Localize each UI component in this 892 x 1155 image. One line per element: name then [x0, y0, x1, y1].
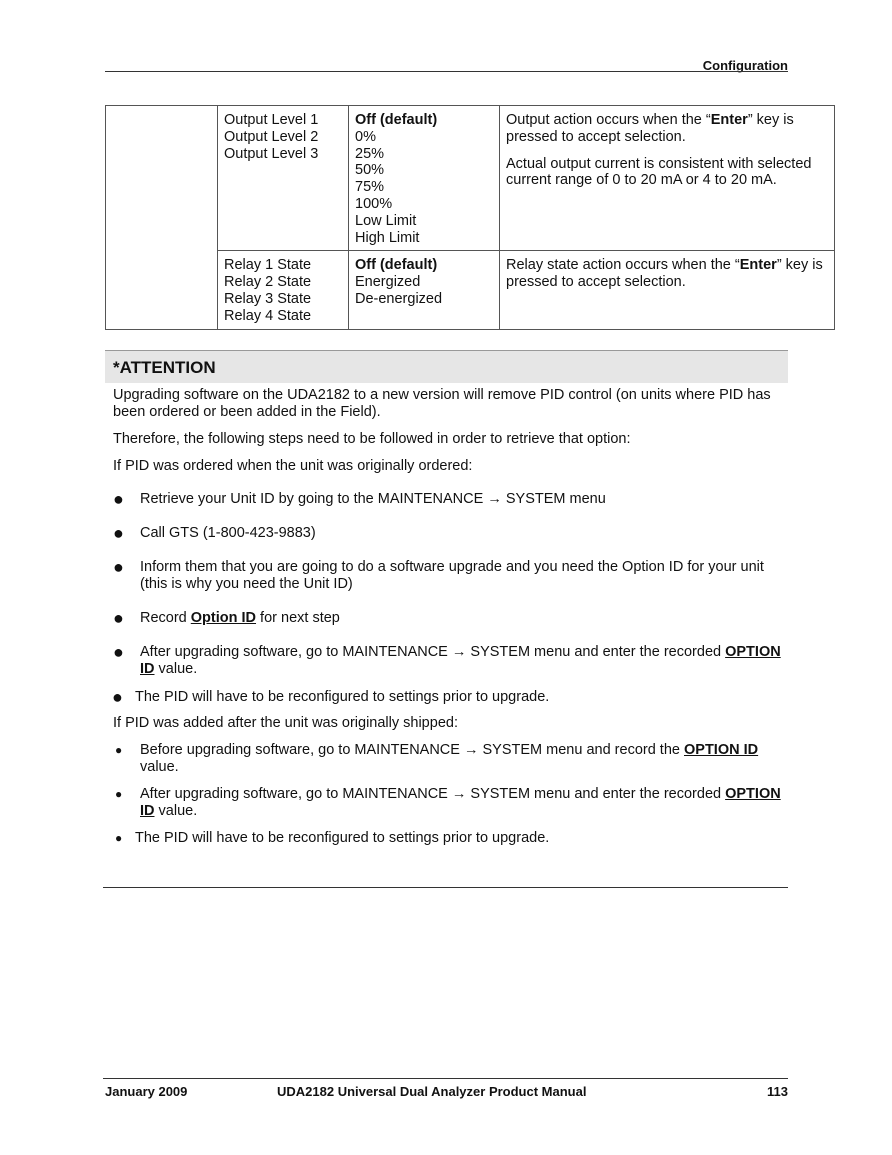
parameter-name: Relay 4 State [224, 307, 312, 324]
list-item: ● The PID will have to be reconfigured to settings prior to upgrade. [115, 830, 550, 846]
description-text: Actual output current is consistent with selected current range of 0 to 20 mA or 4 to 20 mA. [506, 155, 812, 189]
bullet-icon: ● [115, 743, 123, 757]
parameter-cell [218, 251, 349, 329]
list-item: ● After upgrading software, go to MAINTENANCE → SYSTEM menu and enter the recorded OPTION ID value. [115, 786, 781, 819]
page-number: 113 [767, 1084, 788, 1099]
bullet-icon: ● [115, 787, 123, 801]
list-item: ● Call GTS (1-800-423-9883) [113, 523, 316, 543]
bullet-icon: ● [113, 557, 124, 577]
parameter-name: Output Level 2 [224, 128, 319, 145]
description-cell [500, 251, 835, 329]
list-item: ● Retrieve your Unit ID by going to the MAINTENANCE → SYSTEM menu [113, 489, 606, 509]
list-item: ● Record Option ID for next step [113, 608, 340, 628]
enter-key-label: Enter [739, 257, 777, 274]
footer-date: January 2009 [105, 1084, 188, 1099]
footer-rule [103, 1078, 788, 1079]
parameter-name: Output Level 1 [224, 112, 319, 128]
option: 0% [355, 128, 376, 145]
footer-title: UDA2182 Universal Dual Analyzer Product Manual [277, 1084, 587, 1099]
attention-title: *ATTENTION [113, 358, 216, 377]
bullet-icon: ● [113, 523, 124, 543]
option-id-term: Option ID [190, 610, 257, 626]
default-option: Off (default) [355, 257, 438, 274]
list-item: ● Inform them that you are going to do a software upgrade and you need the Option ID for your unit (this is why you need the Unit ID) [113, 557, 764, 592]
parameter-cell [218, 106, 349, 251]
parameter-name: Output Level 3 [224, 145, 319, 162]
table-row [106, 106, 835, 251]
case1-steps-list [113, 491, 783, 678]
option: 100% [355, 195, 393, 212]
section-end-rule [103, 887, 788, 888]
option: 75% [355, 179, 385, 196]
list-item: ● Before upgrading software, go to MAINTENANCE → SYSTEM menu and record the OPTION ID value. [115, 742, 759, 775]
option: High Limit [355, 229, 420, 246]
option: 25% [355, 145, 385, 162]
parameter-name: Relay 1 State [224, 257, 312, 274]
bullet-icon: ● [113, 489, 124, 509]
description-cell [500, 106, 835, 251]
option-id-term: OPTION ID [140, 786, 781, 819]
therefore-paragraph: Therefore, the following steps need to be followed in order to retrieve that option: [113, 431, 631, 447]
option: 50% [355, 162, 385, 179]
option: Energized [355, 274, 421, 291]
enter-key-label: Enter [710, 112, 748, 128]
attention-body [113, 387, 783, 847]
option-id-term: OPTION ID [684, 742, 759, 758]
options-cell [349, 106, 500, 251]
description-text: Relay state action occurs when the “Enter” key is pressed to accept selection. [506, 257, 823, 291]
empty-cell [106, 106, 218, 330]
option-id-term: OPTION ID [140, 644, 781, 677]
bullet-icon: ● [113, 608, 124, 628]
option: Low Limit [355, 212, 417, 229]
default-option: Off (default) [355, 112, 438, 128]
options-cell [349, 251, 500, 329]
parameter-name: Relay 2 State [224, 274, 312, 291]
case2-steps-list [113, 742, 783, 820]
list-item: ● After upgrading software, go to MAINTENANCE → SYSTEM menu and enter the recorded OPTION ID value. [113, 642, 781, 677]
bullet-icon: ● [112, 687, 123, 707]
bullet-icon: ● [115, 831, 123, 845]
header-rule [105, 71, 788, 72]
parameter-name: Relay 3 State [224, 290, 312, 307]
case2-heading: If PID was added after the unit was originally shipped: [113, 715, 458, 731]
option: De-energized [355, 290, 443, 307]
case1-heading: If PID was ordered when the unit was originally ordered: [113, 458, 473, 474]
bullet-icon: ● [113, 642, 124, 662]
attention-banner [105, 350, 788, 383]
section-header: Configuration [702, 58, 788, 73]
list-item: ● The PID will have to be reconfigured to settings prior to upgrade. [112, 687, 550, 707]
config-table [105, 105, 835, 330]
description-text: Output action occurs when the “Enter” key is pressed to accept selection. [506, 112, 794, 145]
intro-paragraph: Upgrading software on the UDA2182 to a new version will remove PID control (on units where PID has been ordered or been added in the Field). [113, 387, 771, 420]
